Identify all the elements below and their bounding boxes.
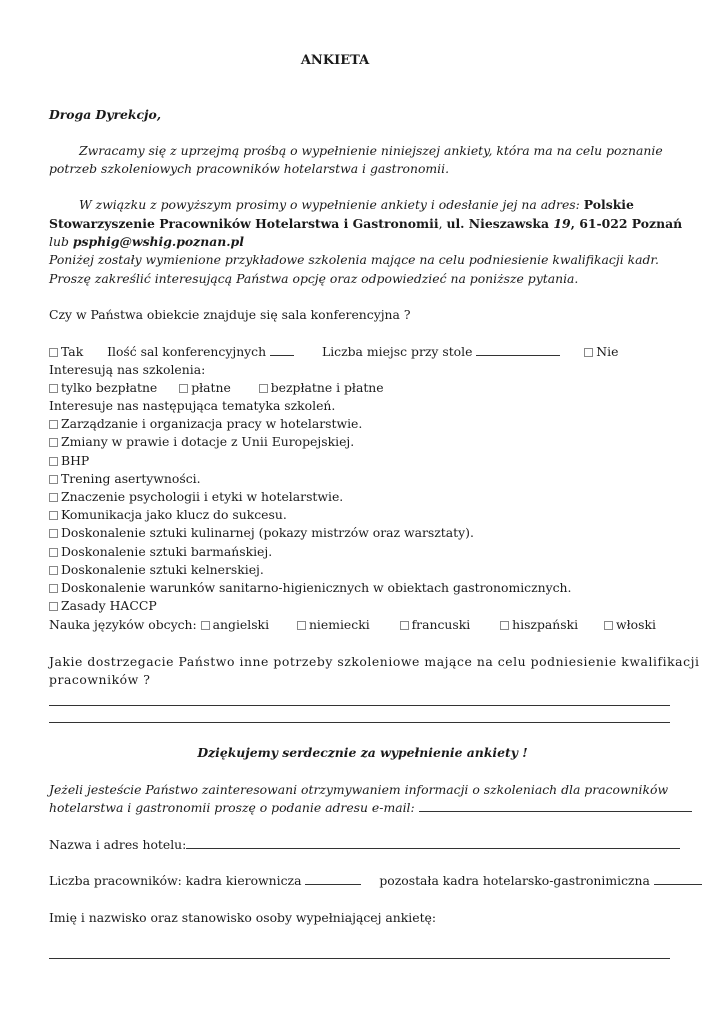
other-needs-line-1: Jakie dostrzegacie Państwo inne potrzeby szkoleniowe mające na celu podniesienie kwalifikacji	[49, 654, 700, 669]
topic-checkbox[interactable]	[49, 457, 58, 466]
topic-checkbox[interactable]	[49, 511, 58, 520]
org-name-part2: Stowarzyszenie Pracowników Hotelarstwa i Gastronomii	[49, 216, 439, 231]
address-line-1	[79, 197, 634, 213]
address-line-2	[49, 216, 682, 232]
checkbox-french[interactable]	[400, 621, 409, 630]
topic-checkbox[interactable]	[49, 420, 58, 429]
topic-item	[49, 471, 201, 487]
intro-line-2: potrzeb szkoleniowych pracowników hotelarstwa i gastronomii.	[49, 161, 450, 176]
other-needs-answer-line-1[interactable]	[49, 705, 670, 706]
hotel-row	[49, 837, 680, 853]
languages-label: Nauka języków obcych:	[49, 617, 197, 632]
topic-checkbox[interactable]	[49, 602, 58, 611]
examples-note-2: Proszę zakreślić interesującą Państwa opcję oraz odpowiedzieć na poniższe pytania.	[49, 271, 579, 286]
topic-item	[49, 434, 354, 450]
topic-label: Komunikacja jako klucz do sukcesu.	[61, 507, 287, 522]
email-request-label: hotelarstwa i gastronomii proszę o podanie adresu e-mail:	[49, 800, 415, 815]
topic-label: Doskonalenie sztuki barmańskiej.	[61, 544, 273, 559]
respondent-input[interactable]	[49, 958, 670, 959]
topic-label: Zmiany w prawie i dotacje z Unii Europejskiej.	[61, 434, 355, 449]
address-line-3	[49, 234, 244, 250]
topic-checkbox[interactable]	[49, 584, 58, 593]
topic-checkbox[interactable]	[49, 493, 58, 502]
thanks-message: Dziękujemy serdecznie za wypełnienie ankiety !	[197, 745, 528, 760]
topic-checkbox[interactable]	[49, 529, 58, 538]
hotel-input[interactable]	[186, 837, 680, 849]
address-number: 19	[553, 216, 571, 231]
topic-label: BHP	[61, 453, 90, 468]
seats-input[interactable]	[476, 344, 560, 356]
address-street: ul. Nieszawska	[446, 216, 554, 231]
checkbox-no[interactable]	[584, 348, 593, 357]
checkbox-spanish[interactable]	[500, 621, 509, 630]
other-needs-answer-line-2[interactable]	[49, 722, 670, 723]
topic-item	[49, 507, 287, 523]
topic-item	[49, 562, 264, 578]
topic-checkbox[interactable]	[49, 438, 58, 447]
option-paid-label: płatne	[191, 380, 231, 395]
topic-label: Zarządzanie i organizacja pracy w hotelarstwie.	[61, 416, 363, 431]
languages-row	[49, 617, 656, 633]
topic-item	[49, 489, 343, 505]
other-needs-line-2: pracowników ?	[49, 672, 151, 687]
topic-label: Doskonalenie sztuki kulinarnej (pokazy mistrzów oraz warsztaty).	[61, 525, 474, 540]
staff-other-input[interactable]	[654, 873, 702, 885]
topic-item	[49, 580, 571, 596]
topic-checkbox[interactable]	[49, 475, 58, 484]
option-yes-label: Tak	[61, 344, 84, 359]
topic-item	[49, 416, 362, 432]
topic-item	[49, 598, 157, 614]
topics-label: Interesuje nas następująca tematyka szkoleń.	[49, 398, 336, 413]
topic-checkbox[interactable]	[49, 548, 58, 557]
address-or: lub	[49, 234, 73, 249]
address-lead: W związku z powyższym prosimy o wypełnienie ankiety i odesłanie jej na adres:	[79, 197, 584, 212]
email-request-line-1: Jeżeli jesteście Państwo zainteresowani otrzymywaniem informacji o szkoleniach dla pracowników	[49, 782, 669, 797]
lang-german: niemiecki	[308, 617, 370, 632]
checkbox-both[interactable]	[259, 384, 268, 393]
staff-managers-input[interactable]	[305, 873, 361, 885]
email-request-line-2	[49, 800, 692, 816]
checkbox-yes[interactable]	[49, 348, 58, 357]
topic-item	[49, 525, 474, 541]
staff-other-label: pozostała kadra hotelarsko-gastronimiczna	[379, 873, 650, 888]
topic-label: Znaczenie psychologii i etyki w hotelarstwie.	[61, 489, 344, 504]
checkbox-german[interactable]	[297, 621, 306, 630]
rooms-label: Ilość sal konferencyjnych	[107, 344, 267, 359]
respondent-label: Imię i nazwisko oraz stanowisko osoby wypełniającej ankietę:	[49, 910, 437, 925]
lang-italian: włoski	[616, 617, 656, 632]
hotel-label: Nazwa i adres hotelu:	[49, 837, 187, 852]
address-city: , 61-022 Poznań	[570, 216, 683, 231]
greeting: Droga Dyrekcjo,	[49, 107, 162, 122]
staff-managers-label: Liczba pracowników: kadra kierownicza	[49, 873, 302, 888]
checkbox-italian[interactable]	[604, 621, 613, 630]
lang-spanish: hiszpański	[512, 617, 579, 632]
checkbox-english[interactable]	[201, 621, 210, 630]
checkbox-paid[interactable]	[179, 384, 188, 393]
topic-label: Trening asertywności.	[61, 471, 201, 486]
training-type-options	[49, 380, 384, 396]
option-both-label: bezpłatne i płatne	[270, 380, 384, 395]
topic-label: Zasady HACCP	[61, 598, 157, 613]
topic-item	[49, 453, 89, 469]
rooms-input[interactable]	[270, 344, 294, 356]
org-name-part1: Polskie	[583, 197, 634, 212]
conference-question: Czy w Państwa obiekcie znajduje się sala konferencyjna ?	[49, 307, 411, 322]
training-type-label: Interesują nas szkolenia:	[49, 362, 206, 377]
staff-row	[49, 873, 702, 889]
intro-line-1: Zwracamy się z uprzejmą prośbą o wypełnienie niniejszej ankiety, która ma na celu poznanie	[79, 143, 663, 158]
contact-email[interactable]: psphig@wshig.poznan.pl	[72, 234, 244, 249]
seats-label: Liczba miejsc przy stole	[321, 344, 473, 359]
lang-english: angielski	[212, 617, 270, 632]
option-free-label: tylko bezpłatne	[61, 380, 158, 395]
topic-checkbox[interactable]	[49, 566, 58, 575]
address-comma: ,	[438, 216, 447, 231]
email-input[interactable]	[419, 800, 692, 812]
examples-note-1: Poniżej zostały wymienione przykładowe szkolenia mające na celu podniesienie kwalifikacji kadr.	[49, 252, 659, 267]
checkbox-free[interactable]	[49, 384, 58, 393]
lang-french: francuski	[411, 617, 471, 632]
option-no-label: Nie	[596, 344, 619, 359]
conference-row	[49, 344, 618, 360]
page-title: ANKIETA	[300, 53, 370, 68]
topic-label: Doskonalenie sztuki kelnerskiej.	[61, 562, 264, 577]
topic-label: Doskonalenie warunków sanitarno-higienicznych w obiektach gastronomicznych.	[61, 580, 572, 595]
topic-item	[49, 544, 272, 560]
